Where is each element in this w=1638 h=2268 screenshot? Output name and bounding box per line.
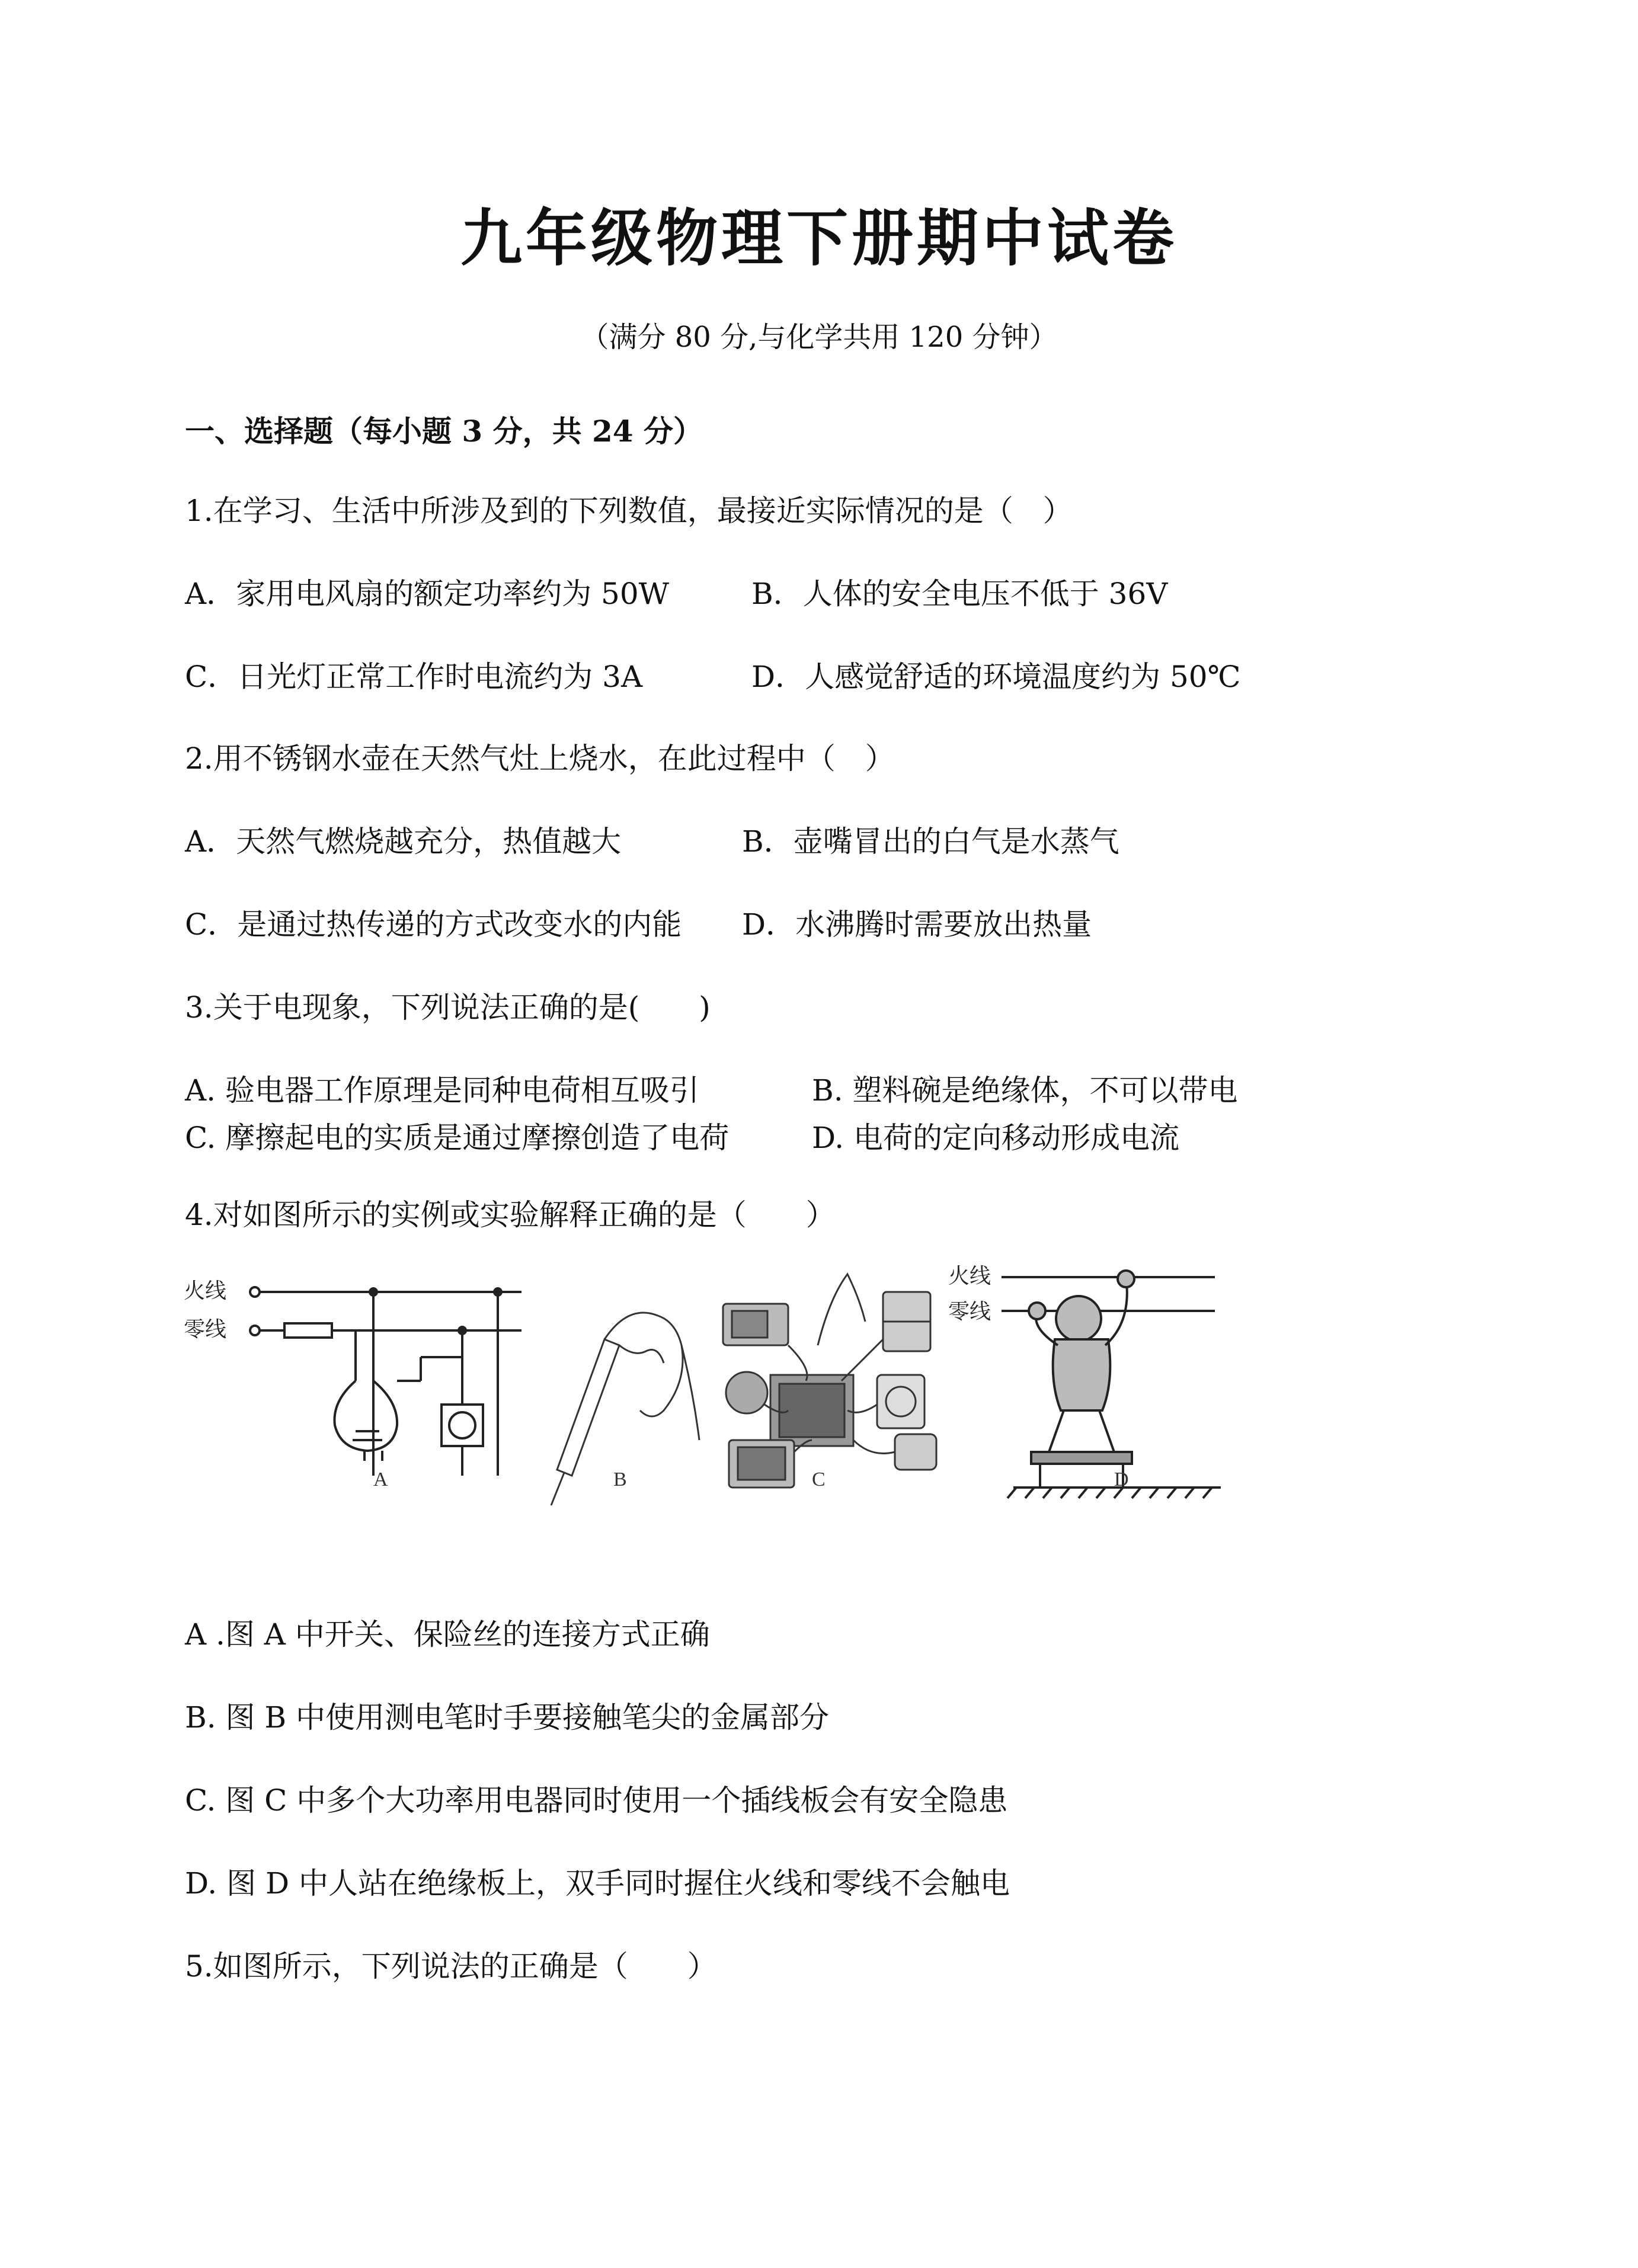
question-1-option-c: C．日光灯正常工作时电流约为 3A bbox=[185, 660, 643, 694]
exam-subtitle: （满分 80 分,与化学共用 120 分钟） bbox=[580, 321, 1058, 354]
live-wire-label-d: 火线 bbox=[948, 1264, 991, 1288]
question-1-option-a: A．家用电风扇的额定功率约为 50W bbox=[185, 577, 670, 611]
question-3-option-d: D. 电荷的定向移动形成电流 bbox=[812, 1121, 1180, 1155]
neutral-wire-label: 零线 bbox=[184, 1317, 227, 1342]
figure-a-circuit bbox=[184, 1279, 522, 1476]
question-1-option-b: B．人体的安全电压不低于 36V bbox=[751, 577, 1168, 611]
question-2-option-c: C．是通过热传递的方式改变水的内能 bbox=[185, 907, 682, 942]
question-2-option-d: D．水沸腾时需要放出热量 bbox=[742, 907, 1092, 942]
figure-panel-labels bbox=[178, 1469, 1245, 1498]
question-3-option-c: C. 摩擦起电的实质是通过摩擦创造了电荷 bbox=[185, 1121, 730, 1155]
question-4-option-a: A .图 A 中开关、保险丝的连接方式正确 bbox=[185, 1617, 710, 1652]
question-2-option-a: A．天然气燃烧越充分，热值越大 bbox=[185, 824, 622, 859]
question-5-stem: 5.如图所示，下列说法的正确是（ ） bbox=[185, 1949, 717, 1984]
question-4-stem: 4.对如图所示的实例或实验解释正确的是（ ） bbox=[185, 1198, 836, 1232]
question-3-option-b: B. 塑料碗是绝缘体，不可以带电 bbox=[812, 1073, 1238, 1108]
question-4-option-b: B. 图 B 中使用测电笔时手要接触笔尖的金属部分 bbox=[185, 1700, 830, 1735]
question-1-stem: 1.在学习、生活中所涉及到的下列数值，最接近实际情况的是（ ） bbox=[185, 494, 1073, 528]
question-4-option-c: C. 图 C 中多个大功率用电器同时使用一个插线板会有安全隐患 bbox=[185, 1783, 1008, 1818]
figure-d-person-on-stool bbox=[948, 1264, 1221, 1498]
figure-c-overloaded-outlet bbox=[723, 1274, 936, 1488]
live-wire-label: 火线 bbox=[184, 1279, 227, 1303]
neutral-wire-label-d: 零线 bbox=[948, 1300, 991, 1324]
question-4-option-d: D. 图 D 中人站在绝缘板上，双手同时握住火线和零线不会触电 bbox=[185, 1866, 1010, 1901]
page-title: 九年级物理下册期中试卷 bbox=[460, 201, 1178, 274]
figure-label-d: D bbox=[1114, 1469, 1129, 1490]
figure-label-b: B bbox=[613, 1469, 627, 1490]
question-1-option-d: D．人感觉舒适的环境温度约为 50℃ bbox=[751, 660, 1241, 694]
question-2-stem: 2.用不锈钢水壶在天然气灶上烧水，在此过程中（ ） bbox=[185, 741, 895, 776]
question-3-option-a: A. 验电器工作原理是同种电荷相互吸引 bbox=[185, 1073, 699, 1108]
question-2-option-b: B．壶嘴冒出的白气是水蒸气 bbox=[742, 824, 1119, 859]
figure-label-a: A bbox=[373, 1469, 388, 1490]
section-heading: 一、选择题（每小题 3 分，共 24 分） bbox=[185, 414, 703, 449]
question-3-stem: 3.关于电现象，下列说法正确的是( ) bbox=[185, 990, 711, 1025]
figure-label-c: C bbox=[812, 1469, 826, 1490]
